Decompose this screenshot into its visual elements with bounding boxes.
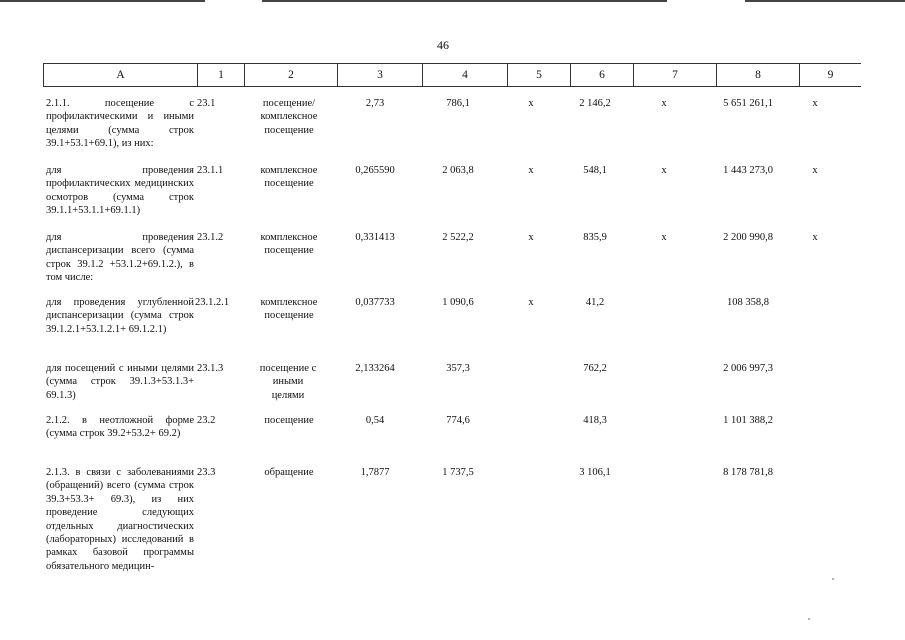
row-col-4: 357,3 <box>446 363 470 374</box>
row-col-9: х <box>812 165 818 176</box>
row-line-number: 23.1.1 <box>197 165 224 176</box>
row-col-4: 2 522,2 <box>442 232 474 243</box>
row-col-3: 0,54 <box>365 415 385 426</box>
row-col-8: 2 006 997,3 <box>723 363 773 374</box>
row-col-6: 548,1 <box>583 165 607 176</box>
header-col-6: 6 <box>571 64 634 87</box>
row-col-5: х <box>528 297 534 308</box>
header-col-8: 8 <box>717 64 800 87</box>
row-line-number: 23.3 <box>197 467 216 478</box>
row-col-8: 8 178 781,8 <box>723 467 773 478</box>
row-col-9: х <box>812 232 818 243</box>
header-col-1: 1 <box>198 64 245 87</box>
header-col-7: 7 <box>634 64 717 87</box>
row-col-3: 1,7877 <box>360 467 390 478</box>
header-col-4: 4 <box>423 64 508 87</box>
row-col-8: 2 200 990,8 <box>723 232 773 243</box>
row-unit: обращение <box>264 467 314 478</box>
row-description: 2.1.2. в неотложной форме (сумма строк 39.2+53.2+ 69.2) <box>46 415 194 440</box>
row-unit: комплексное посещение <box>260 297 318 322</box>
page-number: 46 <box>437 38 449 52</box>
row-col-3: 0,331413 <box>355 232 395 243</box>
row-unit: комплексное посещение <box>260 165 318 190</box>
header-col-a: А <box>44 64 198 87</box>
table-header <box>43 63 861 87</box>
header-col-3: 3 <box>338 64 423 87</box>
row-line-number: 23.2 <box>197 415 216 426</box>
row-line-number: 23.1.2 <box>197 232 224 243</box>
row-description: 2.1.3. в связи с заболеваниями (обращений) всего (сумма строк 39.3+53.3+ 69.3), из них проведение следующих отдельных диагностических (лабораторных) исследований в рамках базовой программы обязательного медицин- <box>46 467 194 572</box>
row-col-6: 835,9 <box>583 232 607 243</box>
row-line-number: 23.1.3 <box>197 363 224 374</box>
row-unit: посещение с иными целями <box>259 363 317 401</box>
row-unit: посещение <box>264 415 314 426</box>
header-col-9: 9 <box>800 64 862 87</box>
row-col-4: 1 737,5 <box>442 467 474 478</box>
row-col-4: 786,1 <box>446 98 470 109</box>
row-col-4: 1 090,6 <box>442 297 474 308</box>
row-col-3: 0,265590 <box>355 165 395 176</box>
header-col-2: 2 <box>245 64 338 87</box>
row-col-6: 418,3 <box>583 415 607 426</box>
row-col-4: 2 063,8 <box>442 165 474 176</box>
scan-speck <box>808 618 810 620</box>
row-col-7: х <box>661 232 667 243</box>
row-col-6: 3 106,1 <box>579 467 611 478</box>
row-col-9: х <box>812 98 818 109</box>
row-col-6: 762,2 <box>583 363 607 374</box>
row-col-5: х <box>528 165 534 176</box>
row-description: для проведения профилактических медицинских осмотров (сумма строк 39.1.1+53.1.1+69.1.1) <box>46 165 194 217</box>
row-description: 2.1.1. посещение с профилактическими и иными целями (сумма строк 39.1+53.1+69.1), из них: <box>46 98 194 150</box>
row-unit: посещение/ комплексное посещение <box>260 98 318 136</box>
header-col-5: 5 <box>508 64 571 87</box>
row-col-8: 108 358,8 <box>727 297 769 308</box>
row-col-3: 0,037733 <box>355 297 395 308</box>
row-col-5: х <box>528 98 534 109</box>
row-col-8: 1 101 388,2 <box>723 415 773 426</box>
row-col-7: х <box>661 165 667 176</box>
row-col-6: 2 146,2 <box>579 98 611 109</box>
row-line-number: 23.1.2.1 <box>195 297 230 308</box>
page-top-edge <box>0 0 905 2</box>
row-col-6: 41,2 <box>585 297 605 308</box>
row-description: для проведения диспансеризации всего (сумма строк 39.1.2 +53.1.2+69.1.2.), в том числе: <box>46 232 194 284</box>
row-unit: комплексное посещение <box>260 232 318 257</box>
row-col-7: х <box>661 98 667 109</box>
row-description: для посещений с иными целями (сумма строк 39.1.3+53.1.3+ 69.1.3) <box>46 363 194 401</box>
row-col-8: 5 651 261,1 <box>723 98 773 109</box>
row-col-3: 2,73 <box>365 98 385 109</box>
row-col-4: 774,6 <box>446 415 470 426</box>
row-col-5: х <box>528 232 534 243</box>
row-line-number: 23.1 <box>197 98 216 109</box>
row-col-8: 1 443 273,0 <box>723 165 773 176</box>
scan-speck <box>832 578 834 580</box>
row-col-3: 2,133264 <box>355 363 395 374</box>
row-description: для проведения углубленной диспансеризации (сумма строк 39.1.2.1+53.1.2.1+ 69.1.2.1) <box>46 297 194 335</box>
